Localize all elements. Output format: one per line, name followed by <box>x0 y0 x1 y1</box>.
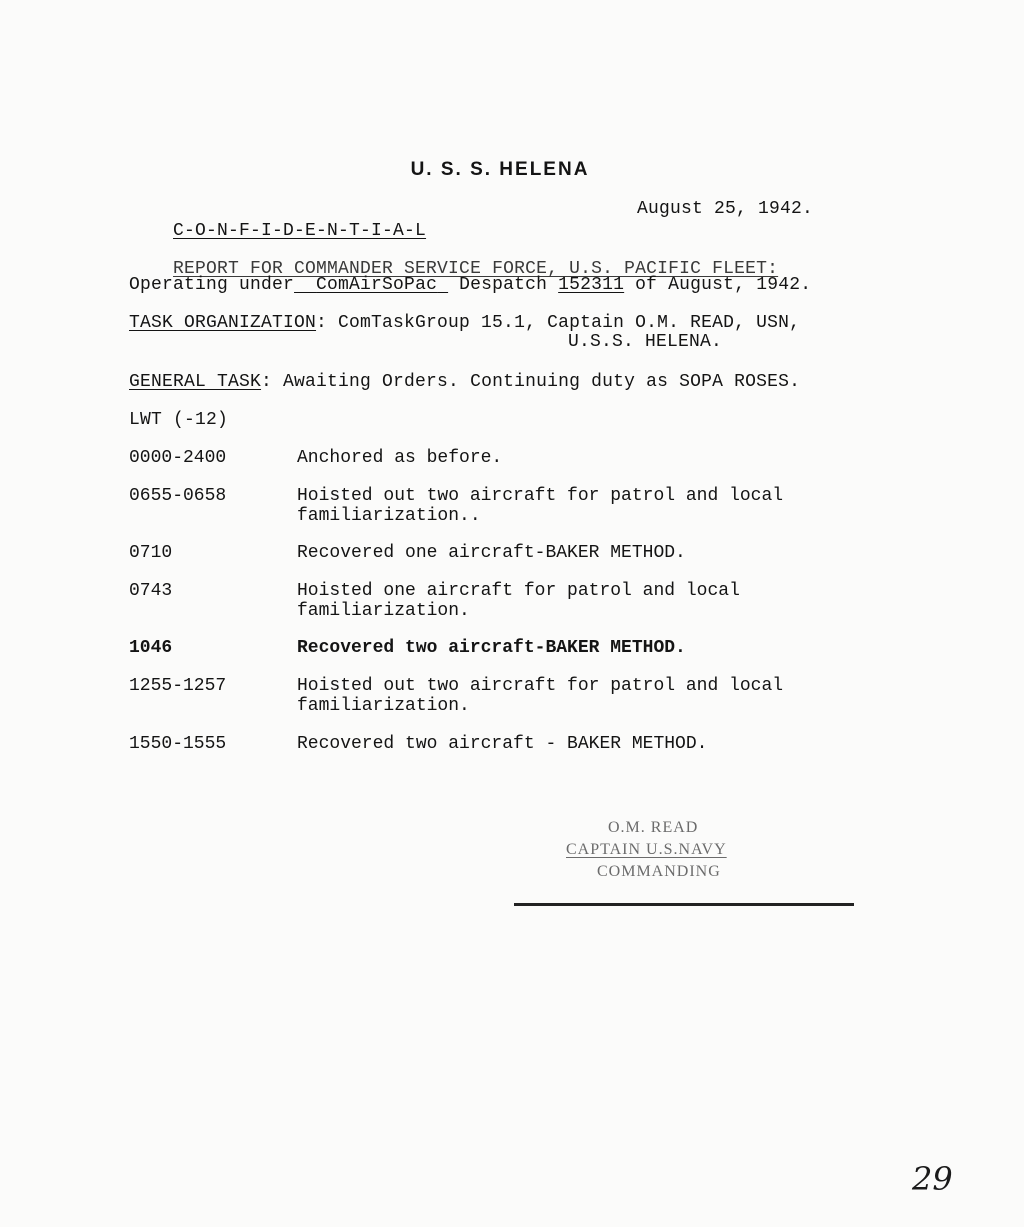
despatch-number: 152311 <box>558 275 625 295</box>
log-time: 1046 <box>129 638 173 658</box>
ship-title: U. S. S. HELENA <box>410 159 590 180</box>
log-text: Recovered one aircraft-BAKER METHOD. <box>297 543 686 563</box>
operating-authority-blank <box>294 275 448 295</box>
signature-rule <box>514 903 854 906</box>
classification-marking: C-O-N-F-I-D-E-N-T-I-A-L <box>173 221 427 241</box>
log-text: Recovered two aircraft-BAKER METHOD. <box>297 638 686 658</box>
log-time: 1550-1555 <box>129 734 227 754</box>
signature-name: O.M. READ <box>608 819 699 836</box>
task-org-text: : ComTaskGroup 15.1, Captain O.M. READ, USN, <box>316 313 801 333</box>
signature-role: COMMANDING <box>597 863 721 880</box>
report-heading: REPORT FOR COMMANDER SERVICE FORCE, U.S. PACIFIC FLEET: <box>173 259 779 279</box>
operating-line <box>129 274 811 296</box>
despatch-label: Despatch <box>459 275 548 295</box>
general-task-text2: Continuing duty as SOPA ROSES. <box>470 372 801 392</box>
log-text: Hoisted one aircraft for patrol and local familiarization. <box>297 581 740 621</box>
page-number: 29 <box>912 1160 953 1198</box>
task-org-label: TASK ORGANIZATION <box>129 313 317 333</box>
log-time: 0655-0658 <box>129 486 227 506</box>
general-task-line <box>129 371 800 393</box>
task-org-continuation: U.S.S. HELENA. <box>568 332 723 352</box>
operating-authority: ComAirSoPac <box>316 275 438 295</box>
log-text: Hoisted out two aircraft for patrol and local familiarization. <box>297 676 784 716</box>
signature-rank: CAPTAIN U.S.NAVY <box>566 841 727 858</box>
log-time: 0743 <box>129 581 173 601</box>
operating-prefix: Operating under <box>129 275 295 295</box>
time-zone: LWT (-12) <box>129 410 229 430</box>
log-text: Hoisted out two aircraft for patrol and local familiarization.. <box>297 486 784 526</box>
log-text: Recovered two aircraft - BAKER METHOD. <box>297 734 708 754</box>
log-text: Anchored as before. <box>297 448 503 468</box>
report-date: August 25, 1942. <box>637 199 814 219</box>
general-task-text: : Awaiting Orders. <box>261 372 460 392</box>
despatch-suffix: of August, 1942. <box>635 275 812 295</box>
log-time: 0000-2400 <box>129 448 227 468</box>
log-time: 1255-1257 <box>129 676 227 696</box>
log-time: 0710 <box>129 543 173 563</box>
general-task-label: GENERAL TASK <box>129 372 262 392</box>
